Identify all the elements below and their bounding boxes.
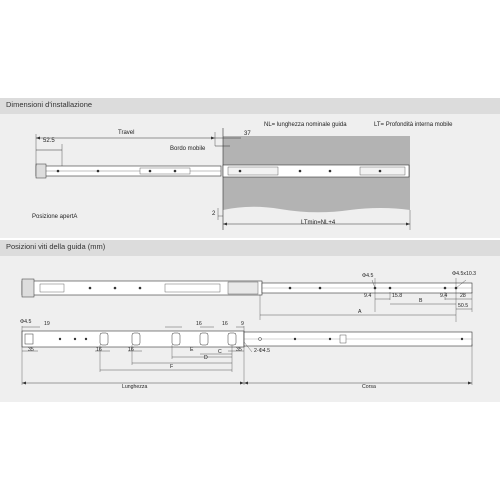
- dim-37-label: 37: [244, 131, 251, 137]
- dim-9-4-b-label: 9.4: [440, 293, 448, 299]
- bordo-mobile-label: Bordo mobile: [170, 146, 206, 152]
- installation-title: Dimensioni d'installazione: [6, 100, 93, 109]
- screw-drawing: [0, 240, 500, 402]
- dim-28-label: 28: [460, 293, 466, 299]
- phi-4-5-left-label: Φ4.5: [20, 319, 32, 325]
- legend-lt: LT= Profondità interna mobile: [374, 122, 453, 128]
- label-c: C: [218, 349, 222, 355]
- label-e: E: [190, 347, 194, 353]
- dim-16-b-label: 16: [222, 321, 228, 327]
- dim-9-label: 9: [241, 321, 244, 327]
- label-b: B: [419, 298, 423, 304]
- dim-16-d-label: 16: [128, 347, 134, 353]
- dim-9-4-a-label: 9.4: [364, 293, 372, 299]
- dim-35-left-label: 35: [28, 347, 34, 353]
- dim-16-c-label: 16: [96, 347, 102, 353]
- dim-19-label: 19: [44, 321, 50, 327]
- screw-title: Posizioni viti della guida (mm): [6, 242, 106, 251]
- dim-35-right-label: 35: [236, 347, 242, 353]
- posizione-label: Posizione apertA: [32, 214, 78, 220]
- phi-slot-label: Φ4.5x10.3: [452, 271, 477, 277]
- label-d: D: [204, 355, 208, 361]
- dim-15-8-label: 15.8: [392, 293, 403, 299]
- dim-50-5-label: 50.5: [458, 303, 469, 309]
- screw-positions-panel: [0, 240, 500, 402]
- dim-16-a-label: 16: [196, 321, 202, 327]
- dim-2-label: 2: [212, 211, 216, 217]
- installation-panel: [0, 98, 500, 238]
- lt-formula-label: LTmin=NL+4: [301, 220, 336, 226]
- lunghezza-label: Lunghezza: [122, 384, 148, 390]
- phi-4-5-top-label: Φ4.5: [362, 273, 374, 279]
- dim-52-5-label: 52.5: [43, 138, 55, 144]
- travel-label: Travel: [118, 130, 135, 136]
- label-a: A: [358, 309, 362, 315]
- legend-nl: NL= lunghezza nominale guida: [264, 122, 347, 128]
- corsa-label: Corsa: [362, 384, 376, 390]
- label-f: F: [170, 364, 174, 370]
- phi-2x-label: 2-Φ4.5: [254, 348, 270, 354]
